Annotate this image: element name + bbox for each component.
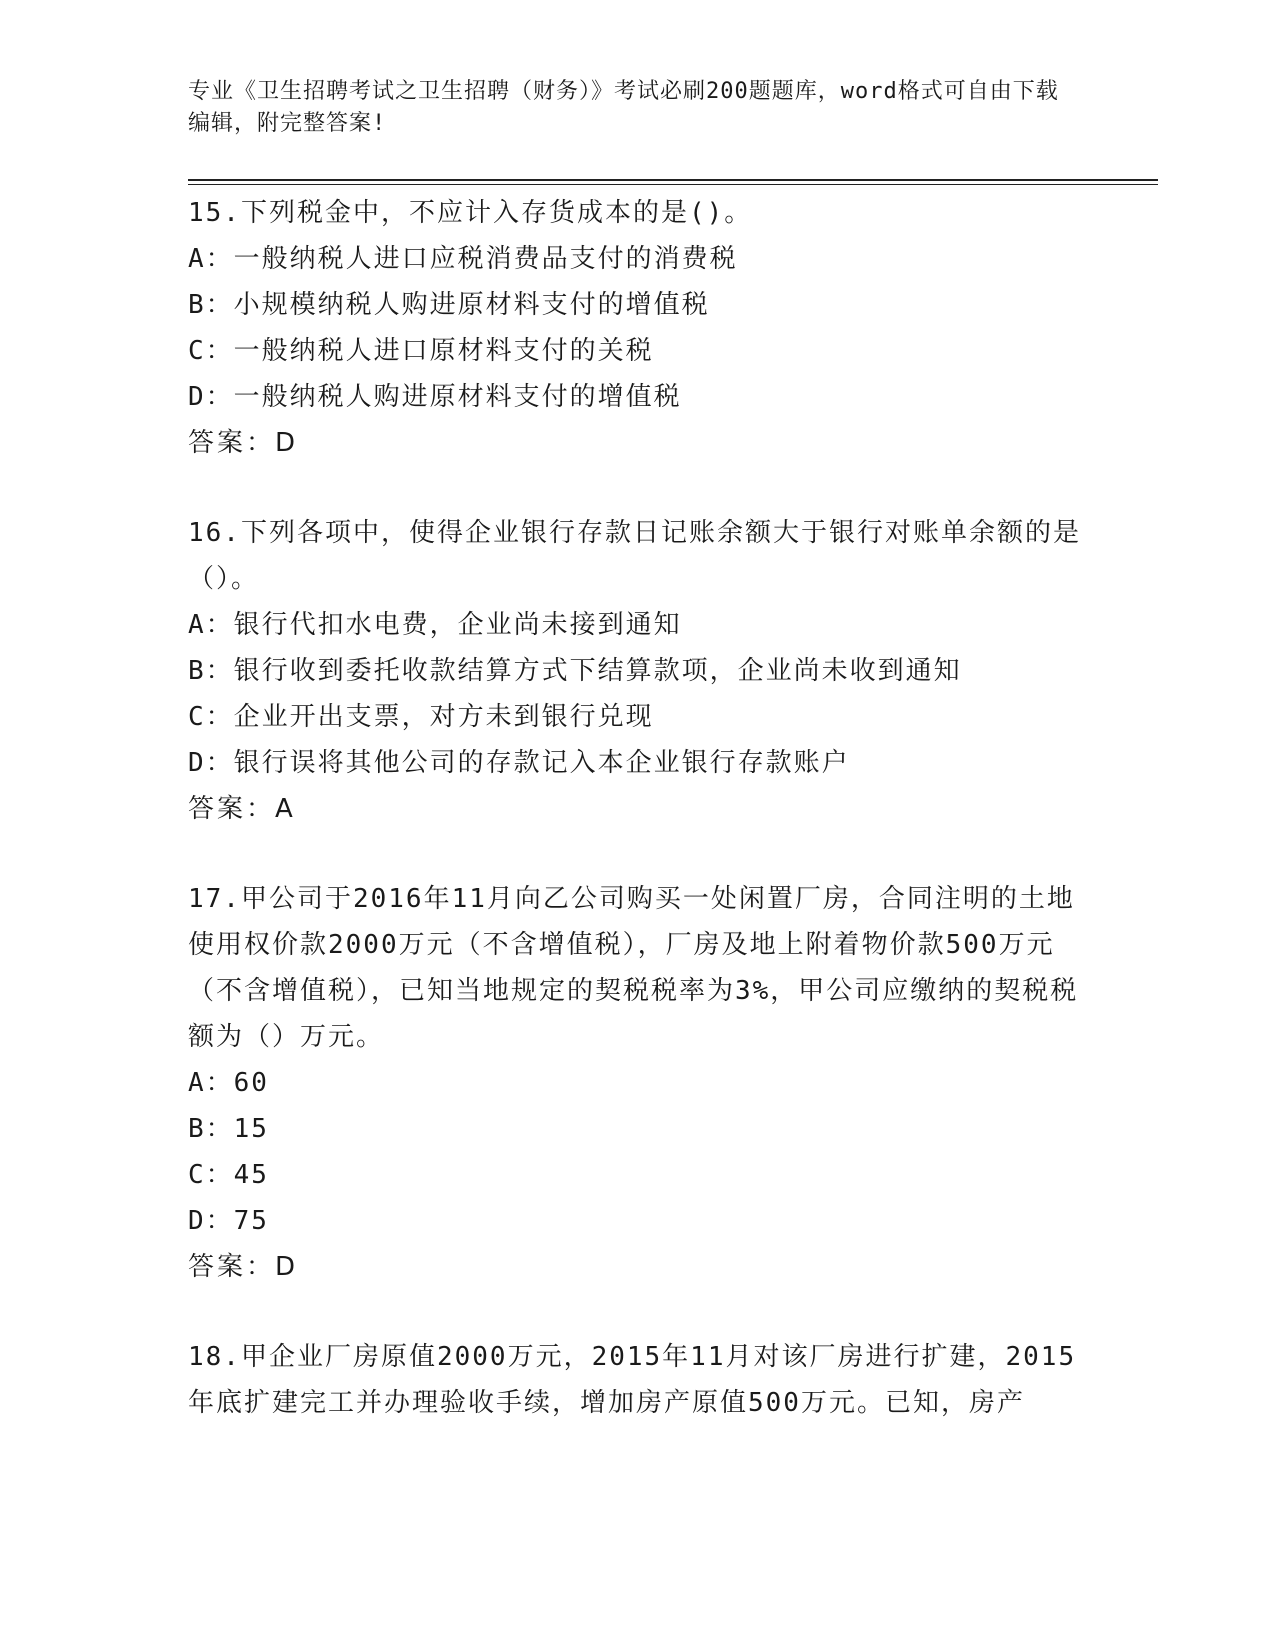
option-a: A：一般纳税人进口应税消费品支付的消费税 (188, 244, 738, 274)
question-15 (188, 190, 1088, 466)
question-stem: 18.甲企业厂房原值2000万元，2015年11月对该厂房进行扩建，2015年底扩建完工并办理验收手续，增加房产原值500万元。已知，房产 (188, 1342, 1077, 1418)
document-header: 专业《卫生招聘考试之卫生招聘（财务）》考试必刷200题题库，word格式可自由下载编辑，附完整答案! (188, 79, 1059, 136)
option-d: D：75 (188, 1206, 269, 1236)
question-stem: 17.甲公司于2016年11月向乙公司购买一处闲置厂房，合同注明的土地使用权价款2000万元（不含增值税），厂房及地上附着物价款500万元（不含增值税），已知当地规定的契税税率为3%，甲公司应缴纳的契税税额为（）万元。 (188, 884, 1079, 1052)
question-17 (188, 876, 1088, 1290)
option-d: D：银行误将其他公司的存款记入本企业银行存款账户 (188, 748, 850, 778)
option-b: B：小规模纳税人购进原材料支付的增值税 (188, 290, 710, 320)
question-16 (188, 510, 1088, 832)
header-divider-thin (188, 184, 1158, 185)
option-b: B：15 (188, 1114, 269, 1144)
option-a: A：60 (188, 1068, 269, 1098)
answer: 答案：A (188, 794, 296, 824)
question-list (188, 190, 1088, 1470)
option-a: A：银行代扣水电费，企业尚未接到通知 (188, 610, 682, 640)
option-c: C：企业开出支票，对方未到银行兑现 (188, 702, 654, 732)
option-c: C：一般纳税人进口原材料支付的关税 (188, 336, 654, 366)
question-18 (188, 1334, 1088, 1426)
option-d: D：一般纳税人购进原材料支付的增值税 (188, 382, 682, 412)
question-stem: 15.下列税金中，不应计入存货成本的是()。 (188, 198, 753, 228)
answer: 答案：D (188, 1252, 299, 1282)
answer: 答案：D (188, 428, 299, 458)
question-stem: 16.下列各项中，使得企业银行存款日记账余额大于银行对账单余额的是（）。 (188, 518, 1081, 594)
option-c: C：45 (188, 1160, 269, 1190)
option-b: B：银行收到委托收款结算方式下结算款项，企业尚未收到通知 (188, 656, 962, 686)
header-divider (188, 179, 1158, 181)
